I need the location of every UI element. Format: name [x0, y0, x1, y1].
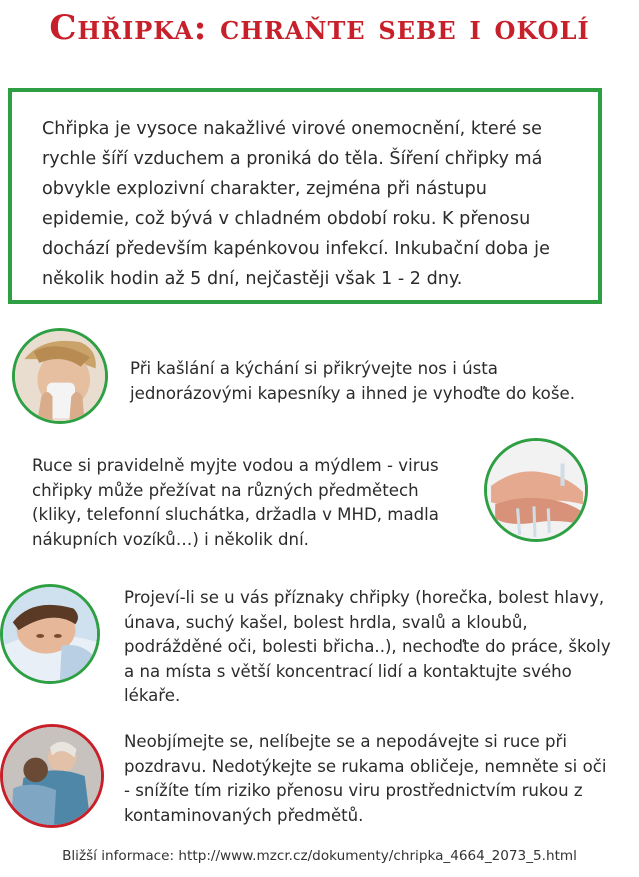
hand-washing-image — [484, 438, 588, 542]
page-title: Chřipka: chraňte sebe i okolí — [49, 8, 590, 48]
tip-text-4: Neobjímejte se, nelíbejte se a nepodávejte si ruce při pozdravu. Nedotýkejte se rukama obličeje, nemněte si oči - snížíte tím riziko přenosu viru prostřednictvím rukou z kontaminovaných předmětů. — [124, 732, 607, 825]
sick-child-image — [0, 584, 100, 684]
hugging-people-image — [0, 724, 104, 828]
sneezing-person-image — [12, 328, 108, 424]
footer-link-text[interactable]: Bližší informace: http://www.mzcr.cz/dokumenty/chripka_4664_2073_5.html — [62, 848, 577, 864]
intro-box — [8, 88, 602, 304]
tip-text-3: Projeví-li se u vás příznaky chřipky (horečka, bolest hlavy, únava, suchý kašel, bolest hrdla, svalů a kloubů, podrážděné oči, bolesti břicha..), nechoďte do práce, školy a na místa s větší koncentrací lidí a kontaktujte svého lékaře. — [124, 588, 611, 705]
tip-text-2: Ruce si pravidelně myjte vodou a mýdlem - virus chřipky může přežívat na různých předmětech (kliky, telefonní sluchátka, držadla v MHD, madla nákupních vozíků…) i několik dní. — [32, 456, 439, 549]
intro-text: Chřipka je vysoce nakažlivé virové onemocnění, které se rychle šíří vzduchem a proniká do těla. Šíření chřipky má obvykle explozivní charakter, zejména při nástupu epidemie, což bývá v chladném období roku. K přenosu dochází především kapénkovou infekcí. Inkubační doba je několik hodin až 5 dní, nejčastěji však 1 - 2 dny. — [42, 119, 550, 289]
tip-text-1: Při kašlání a kýchání si přikrývejte nos i ústa jednorázovými kapesníky a ihned je vyhoďte do koše. — [130, 359, 575, 403]
